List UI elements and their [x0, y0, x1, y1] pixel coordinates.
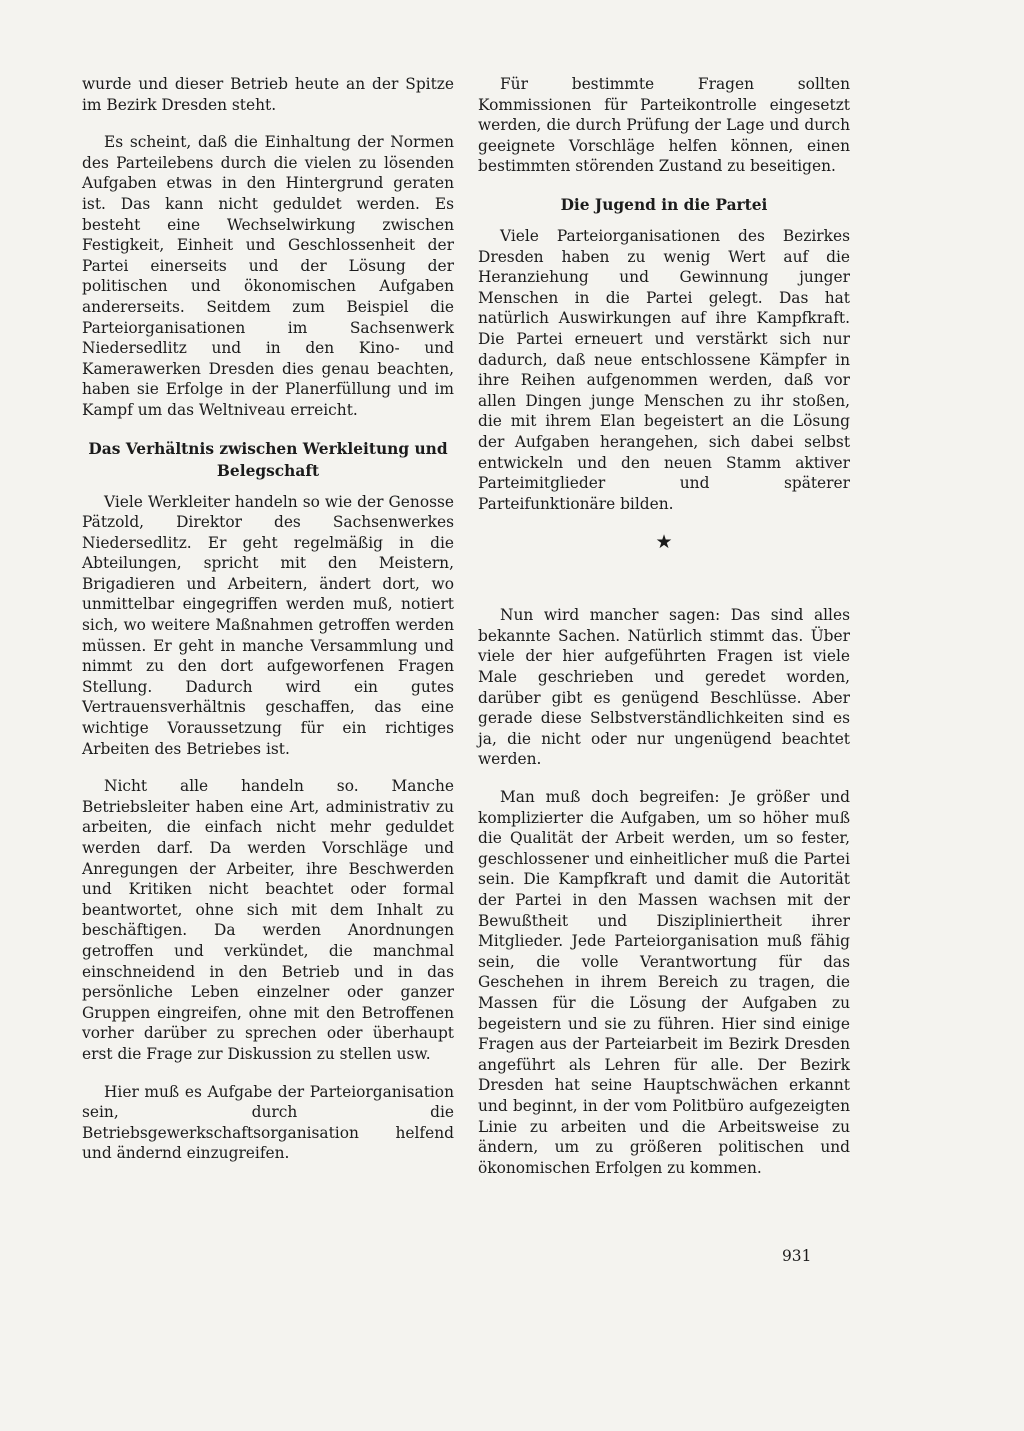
paragraph: Es scheint, daß die Einhaltung der Normen des Parteilebens durch die vielen zu lösenden Aufgaben etwas in den Hintergrund geraten ist. Das kann nicht geduldet werden. Es besteht eine Wechselwirkung zwischen Festigkeit, Einheit und Geschlossenheit der Partei einerseits und der Lösung der politischen und ökonomischen Aufgaben andererseits. Seitdem zum Beispiel die Parteiorganisationen im Sachsenwerk Niedersedlitz und in den Kino- und Kamerawerken Dresden dies genau beachten, haben sie Erfolge in der Planerfüllung und im Kampf um das Weltniveau erreicht.	[82, 133, 454, 419]
paragraph: Für bestimmte Fragen sollten Kommissionen für Parteikontrolle eingesetzt werden, die durch Prüfung der Lage und durch geeignete Vorschläge helfen können, einen bestimmten störenden Zustand zu beseitigen.	[478, 75, 850, 176]
paragraph: Nicht alle handeln so. Manche Betriebsleiter haben eine Art, administrativ zu arbeiten, die einfach nicht mehr geduldet werden darf. Da werden Vorschläge und Anregungen der Arbeiter, ihre Beschwerden und Kritiken nicht beachtet oder formal beantwortet, ohne sich mit dem Inhalt zu beschäftigen. Da werden Anordnungen getroffen und verkündet, die manchmal einschneidend in den Betrieb und in das persönliche Leben einzelner oder ganzer Gruppen eingreifen, ohne mit den Betroffenen vorher darüber zu sprechen oder überhaupt erst die Frage zur Diskussion zu stellen usw.	[82, 777, 454, 1063]
section-heading: Die Jugend in die Partei	[560, 195, 768, 214]
paragraph: Viele Parteiorganisationen des Bezirkes Dresden haben zu wenig Wert auf die Heranziehung und Gewinnung junger Menschen in die Partei gelegt. Das hat natürlich Auswirkungen auf ihre Kampfkraft. Die Partei erneuert und verstärkt sich nur dadurch, daß neue entschlossene Kämpfer in ihre Reihen aufgenommen werden, daß vor allen Dingen junge Menschen zu ihr stoßen, die mit ihrem Elan begeistert an die Lösung der Aufgaben herangehen, sich dabei selbst entwickeln und den neuen Stamm aktiver Parteimitglieder und späterer Parteifunktionäre bilden.	[478, 226, 850, 513]
left-column	[82, 74, 454, 1181]
paragraph: Man muß doch begreifen: Je größer und komplizierter die Aufgaben, um so höher muß die Qualität der Arbeit werden, um so fester, geschlossener und einheitlicher muß die Partei sein. Die Kampfkraft und damit die Autorität der Partei in den Massen wachsen mit der Bewußtheit und Diszipliniertheit ihrer Mitglieder. Jede Parteiorganisation muß fähig sein, die volle Verantwortung für das Geschehen in ihrem Bereich zu tragen, die Massen für die Lösung der Aufgaben zu begeistern und sie zu führen. Hier sind einige Fragen aus der Parteiarbeit im Bezirk Dresden angeführt als Lehren für alle. Der Bezirk Dresden hat seine Hauptschwächen erkannt und beginnt, in der vom Politbüro aufgezeigten Linie zu arbeiten und die Arbeitsweise zu ändern, um zu größeren politischen und ökonomischen Erfolgen zu kommen.	[478, 788, 850, 1177]
page-number: 931	[782, 1247, 812, 1265]
paragraph: Viele Werkleiter handeln so wie der Genosse Pätzold, Direktor des Sachsenwerkes Niedersedlitz. Er geht regelmäßig in die Abteilungen, spricht mit den Meistern, Brigadieren und Arbeitern, ändert dort, wo unmittelbar eingegriffen werden muß, notiert sich, wo weitere Maßnahmen getroffen werden müssen. Er geht in manche Versammlung und nimmt zu den dort aufgeworfenen Fragen Stellung. Dadurch wird ein gutes Vertrauensverhältnis geschaffen, das eine wichtige Voraussetzung für ein richtiges Arbeiten des Betriebes ist.	[82, 492, 454, 758]
paragraph: Nun wird mancher sagen: Das sind alles bekannte Sachen. Natürlich stimmt das. Über viele der hier aufgeführten Fragen ist viele Male geschrieben und geredet worden, darüber gibt es genügend Beschlüsse. Aber gerade diese Selbstverständlichkeiten sind es ja, die nicht oder nur ungenügend beachtet werden.	[478, 606, 850, 769]
star-separator-icon: ★	[655, 531, 673, 554]
section-heading: Das Verhältnis zwischen Werkleitung und Belegschaft	[88, 439, 448, 480]
paragraph: Hier muß es Aufgabe der Parteiorganisation sein, durch die Betriebsgewerkschaftsorganisation helfend und ändernd einzugreifen.	[82, 1082, 454, 1163]
paragraph: wurde und dieser Betrieb heute an der Spitze im Bezirk Dresden steht.	[82, 75, 454, 114]
right-column	[478, 74, 850, 1195]
